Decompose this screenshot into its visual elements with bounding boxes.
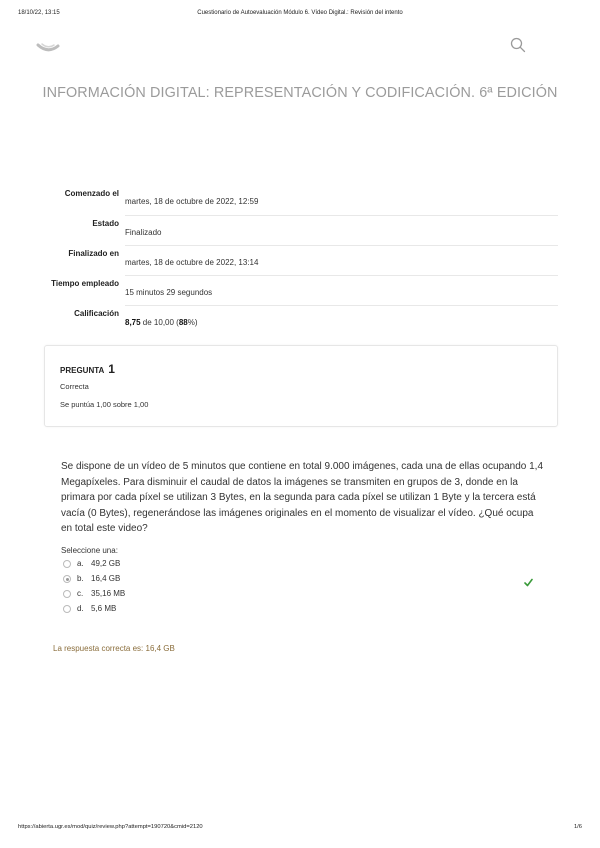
summary-value: martes, 18 de octubre de 2022, 13:14	[125, 245, 558, 275]
question-number	[60, 362, 115, 376]
print-datetime: 18/10/22, 13:15	[18, 10, 60, 16]
option-letter: b.	[77, 574, 84, 583]
summary-value: martes, 18 de octubre de 2022, 12:59	[125, 185, 558, 215]
summary-row-state	[42, 215, 558, 245]
question-number-value: 1	[108, 362, 115, 376]
print-footer	[18, 824, 582, 834]
answer-option-d[interactable]	[63, 604, 543, 619]
summary-value	[125, 305, 558, 335]
grade-percent: 88	[178, 317, 188, 327]
answer-options	[63, 559, 543, 619]
summary-row-finished	[42, 245, 558, 275]
print-page-title: Cuestionario de Autoevaluación Módulo 6. Vídeo Digital.: Revisión del intento	[197, 10, 403, 16]
radio-button[interactable]	[63, 605, 71, 613]
option-letter: a.	[77, 559, 84, 568]
print-page-number: 1/6	[573, 824, 582, 830]
summary-label: Tiempo empleado	[51, 279, 119, 288]
summary-label: Comenzado el	[64, 189, 119, 198]
summary-value: Finalizado	[125, 215, 558, 245]
check-icon	[524, 574, 533, 583]
question-info-box	[44, 345, 558, 427]
option-text: 5,6 MB	[91, 604, 117, 613]
summary-label: Finalizado en	[68, 249, 119, 258]
question-grade: Se puntúa 1,00 sobre 1,00	[60, 400, 149, 409]
summary-value: 15 minutos 29 segundos	[125, 275, 558, 305]
question-label: PREGUNTA	[60, 366, 104, 375]
option-text: 16,4 GB	[91, 574, 121, 583]
answer-prompt: Seleccione una:	[61, 546, 118, 555]
summary-row-grade	[42, 305, 558, 335]
summary-label: Estado	[92, 219, 119, 228]
grade-of: de 10,00 (	[140, 317, 179, 327]
correct-answer-feedback: La respuesta correcta es: 16,4 GB	[53, 644, 175, 653]
summary-label: Calificación	[74, 309, 119, 318]
radio-button[interactable]	[63, 590, 71, 598]
answer-option-b[interactable]	[63, 574, 543, 589]
option-text: 35,16 MB	[91, 589, 126, 598]
option-letter: c.	[77, 589, 84, 598]
print-url: https://abierta.ugr.es/mod/quiz/review.php?attempt=190720&cmid=2120	[18, 824, 203, 830]
question-state: Correcta	[60, 382, 89, 391]
site-logo-icon[interactable]	[36, 38, 60, 54]
answer-option-a[interactable]	[63, 559, 543, 574]
option-letter: d.	[77, 604, 84, 613]
answer-option-c[interactable]	[63, 589, 543, 604]
option-text: 49,2 GB	[91, 559, 121, 568]
grade-close: %)	[187, 317, 198, 327]
course-title: INFORMACIÓN DIGITAL: REPRESENTACIÓN Y CODIFICACIÓN. 6ª EDICIÓN	[42, 85, 558, 101]
summary-row-time-taken	[42, 275, 558, 305]
summary-row-started	[42, 185, 558, 215]
radio-button-selected[interactable]	[63, 575, 71, 583]
search-icon[interactable]	[509, 36, 527, 54]
question-text: Se dispone de un vídeo de 5 minutos que contiene en total 9.000 imágenes, cada una de ellas ocupando 1,4 Megapíxeles. Para disminuir el caudal de datos la imágenes se transmiten en grupos de 3, donde en la primara por cada píxel se utilizan 3 Bytes, en la segunda para cada píxel se utilizan 1 Byte y la tercera está vacía (0 Bytes), regenerándose las imágenes originales en el momento de visualizar el vídeo. ¿Qué ocupa en total este video?	[61, 461, 544, 534]
radio-button[interactable]	[63, 560, 71, 568]
print-header	[18, 10, 582, 22]
grade-score: 8,75	[125, 317, 141, 327]
attempt-summary-table	[42, 185, 558, 335]
